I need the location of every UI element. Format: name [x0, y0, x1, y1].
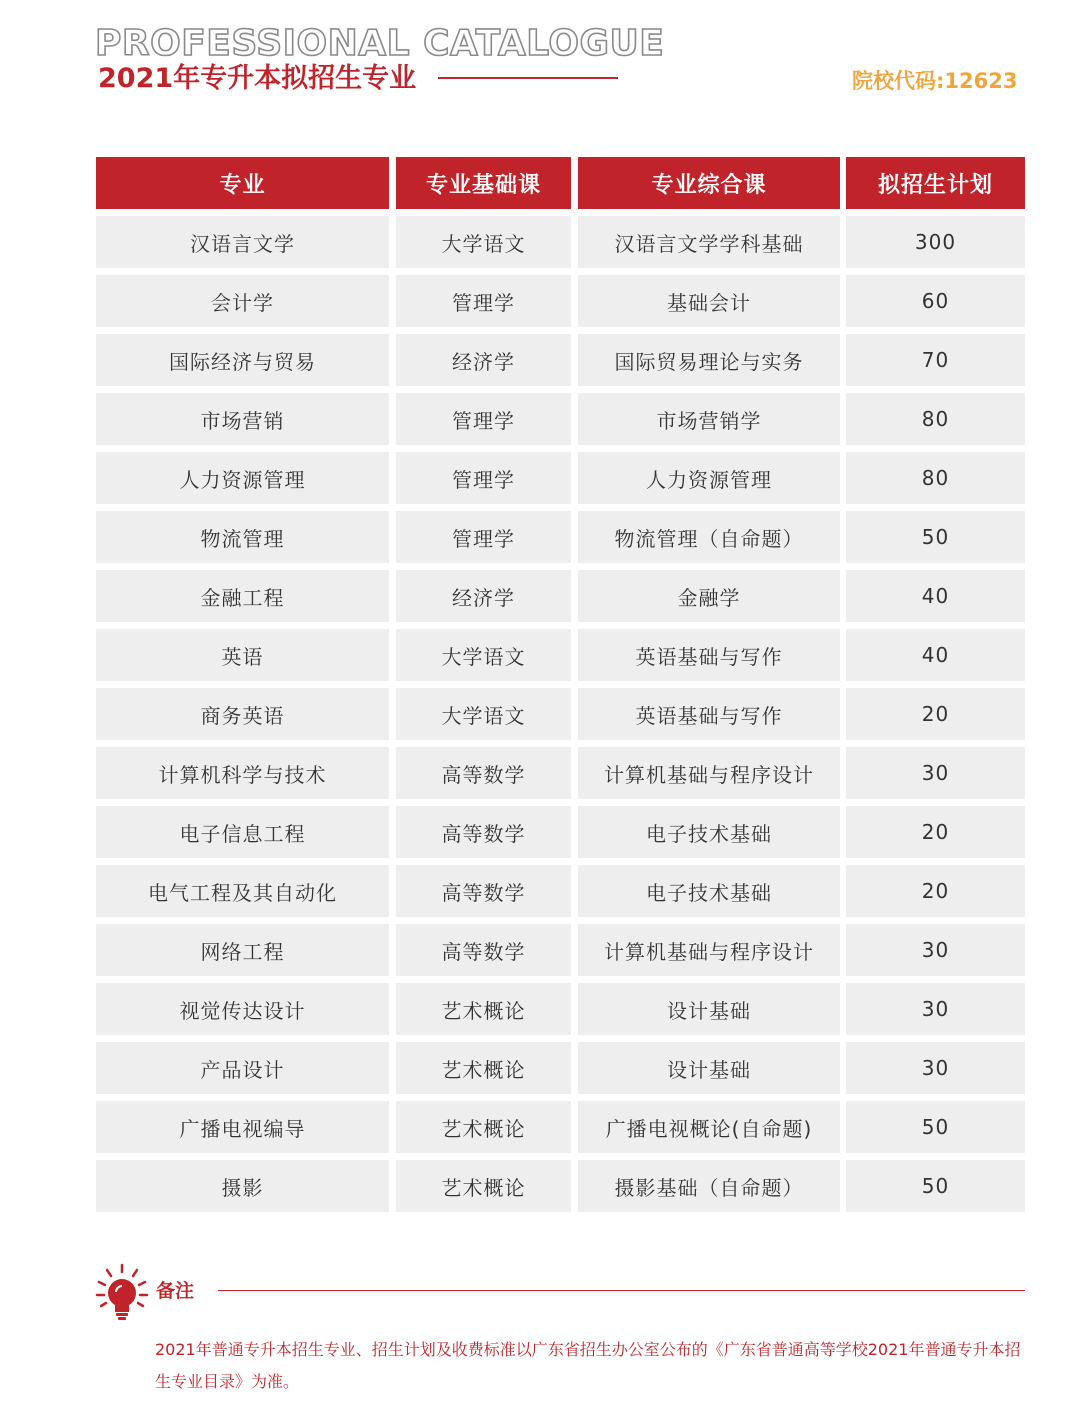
header-enrollment-plan: 拟招生计划	[846, 157, 1025, 209]
basic-course-cell: 经济学	[396, 570, 571, 622]
basic-course-cell: 管理学	[396, 511, 571, 563]
major-cell: 摄影	[96, 1160, 389, 1212]
enrollment-plan-cell: 50	[846, 511, 1025, 563]
enrollment-plan-cell: 30	[846, 924, 1025, 976]
enrollment-plan-cell: 40	[846, 570, 1025, 622]
table-row	[96, 275, 1025, 334]
major-cell: 视觉传达设计	[96, 983, 389, 1035]
table-row	[96, 865, 1025, 924]
comprehensive-course-cell: 计算机基础与程序设计	[578, 924, 840, 976]
header-major: 专业	[96, 157, 389, 209]
english-title: PROFESSIONAL CATALOGUE	[95, 23, 665, 64]
enrollment-plan-cell: 20	[846, 865, 1025, 917]
table-row	[96, 1042, 1025, 1101]
enrollment-plan-cell: 30	[846, 983, 1025, 1035]
enrollment-plan-cell: 70	[846, 334, 1025, 386]
comprehensive-course-cell: 市场营销学	[578, 393, 840, 445]
note-text: 2021年普通专升本招生专业、招生计划及收费标准以广东省招生办公室公布的《广东省普通高等学校2021年普通专升本招生专业目录》为准。	[155, 1340, 1021, 1391]
table-row	[96, 393, 1025, 452]
basic-course-cell: 高等数学	[396, 924, 571, 976]
comprehensive-course-cell: 电子技术基础	[578, 806, 840, 858]
table-row	[96, 511, 1025, 570]
basic-course-cell: 艺术概论	[396, 983, 571, 1035]
comprehensive-course-cell: 英语基础与写作	[578, 688, 840, 740]
lightbulb-icon	[94, 1262, 150, 1322]
major-cell: 广播电视编导	[96, 1101, 389, 1153]
note-label: 备注	[156, 1280, 195, 1302]
header-comprehensive-course: 专业综合课	[578, 157, 840, 209]
comprehensive-course-cell: 人力资源管理	[578, 452, 840, 504]
major-cell: 国际经济与贸易	[96, 334, 389, 386]
basic-course-cell: 大学语文	[396, 216, 571, 268]
table-row	[96, 1101, 1025, 1160]
major-cell: 商务英语	[96, 688, 389, 740]
enrollment-plan-cell: 300	[846, 216, 1025, 268]
table-row	[96, 452, 1025, 511]
table-row	[96, 983, 1025, 1042]
enrollment-plan-cell: 60	[846, 275, 1025, 327]
table-row	[96, 924, 1025, 983]
enrollment-plan-cell: 50	[846, 1160, 1025, 1212]
basic-course-cell: 高等数学	[396, 865, 571, 917]
table-row	[96, 216, 1025, 275]
table-row	[96, 629, 1025, 688]
enrollment-plan-cell: 40	[846, 629, 1025, 681]
enrollment-plan-cell: 20	[846, 806, 1025, 858]
comprehensive-course-cell: 设计基础	[578, 1042, 840, 1094]
basic-course-cell: 艺术概论	[396, 1160, 571, 1212]
major-cell: 人力资源管理	[96, 452, 389, 504]
basic-course-cell: 经济学	[396, 334, 571, 386]
comprehensive-course-cell: 设计基础	[578, 983, 840, 1035]
major-cell: 金融工程	[96, 570, 389, 622]
comprehensive-course-cell: 广播电视概论(自命题)	[578, 1101, 840, 1153]
note-divider	[218, 1290, 1025, 1291]
major-cell: 网络工程	[96, 924, 389, 976]
basic-course-cell: 高等数学	[396, 806, 571, 858]
major-cell: 产品设计	[96, 1042, 389, 1094]
enrollment-plan-cell: 30	[846, 1042, 1025, 1094]
enrollment-plan-cell: 30	[846, 747, 1025, 799]
basic-course-cell: 大学语文	[396, 688, 571, 740]
major-cell: 会计学	[96, 275, 389, 327]
title-divider	[438, 77, 618, 79]
enrollment-plan-cell: 20	[846, 688, 1025, 740]
basic-course-cell: 管理学	[396, 275, 571, 327]
enrollment-plan-cell: 80	[846, 452, 1025, 504]
table-header-row	[96, 157, 1025, 216]
table-row	[96, 688, 1025, 747]
basic-course-cell: 艺术概论	[396, 1101, 571, 1153]
comprehensive-course-cell: 汉语言文学学科基础	[578, 216, 840, 268]
comprehensive-course-cell: 电子技术基础	[578, 865, 840, 917]
major-cell: 物流管理	[96, 511, 389, 563]
school-code: 院校代码:12623	[852, 69, 1018, 93]
table-row	[96, 1160, 1025, 1219]
table-row	[96, 334, 1025, 393]
basic-course-cell: 艺术概论	[396, 1042, 571, 1094]
major-cell: 计算机科学与技术	[96, 747, 389, 799]
major-cell: 电子信息工程	[96, 806, 389, 858]
page-title: 2021年专升本拟招生专业	[98, 63, 417, 94]
major-cell: 英语	[96, 629, 389, 681]
comprehensive-course-cell: 物流管理（自命题）	[578, 511, 840, 563]
major-cell: 汉语言文学	[96, 216, 389, 268]
major-table	[96, 157, 1025, 1219]
comprehensive-course-cell: 国际贸易理论与实务	[578, 334, 840, 386]
comprehensive-course-cell: 基础会计	[578, 275, 840, 327]
comprehensive-course-cell: 摄影基础（自命题）	[578, 1160, 840, 1212]
table-row	[96, 806, 1025, 865]
basic-course-cell: 管理学	[396, 452, 571, 504]
table-row	[96, 747, 1025, 806]
basic-course-cell: 大学语文	[396, 629, 571, 681]
comprehensive-course-cell: 英语基础与写作	[578, 629, 840, 681]
comprehensive-course-cell: 金融学	[578, 570, 840, 622]
major-cell: 市场营销	[96, 393, 389, 445]
enrollment-plan-cell: 80	[846, 393, 1025, 445]
basic-course-cell: 高等数学	[396, 747, 571, 799]
header-basic-course: 专业基础课	[396, 157, 571, 209]
table-row	[96, 570, 1025, 629]
major-cell: 电气工程及其自动化	[96, 865, 389, 917]
enrollment-plan-cell: 50	[846, 1101, 1025, 1153]
basic-course-cell: 管理学	[396, 393, 571, 445]
comprehensive-course-cell: 计算机基础与程序设计	[578, 747, 840, 799]
